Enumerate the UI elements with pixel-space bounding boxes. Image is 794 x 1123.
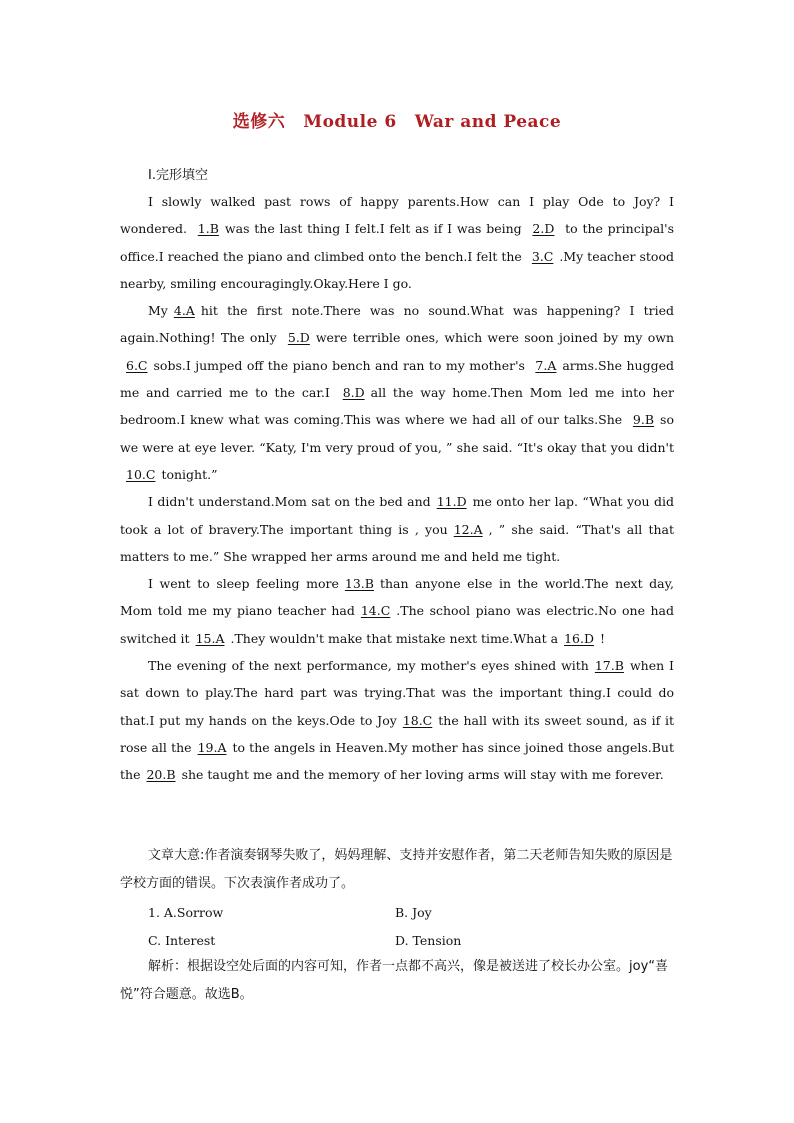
page-title [0, 107, 794, 132]
title-cn: 选修六 [232, 112, 286, 132]
answer-blank-3: 3.C [531, 248, 554, 264]
passage-text: The evening of the next performance, my mother's eyes shined with [148, 658, 589, 674]
option-d: D. Tension [395, 933, 462, 948]
option-a: 1. A.Sorrow [148, 905, 224, 920]
answer-blank-12: 12.A [453, 521, 483, 537]
answer-blank-20: 20.B [146, 767, 176, 783]
passage-text: I went to sleep feeling more [148, 576, 339, 592]
passage-text: I didn't understand.Mom sat on the bed and [148, 494, 431, 510]
summary-text: 文章大意:作者演奏钢琴失败了，妈妈理解、支持并安慰作者，第二天老师告知失败的原因是学校方面的错误。下次表演作者成功了。 [120, 848, 673, 891]
paragraph-2 [120, 297, 674, 488]
answer-blank-7: 7.A [535, 357, 557, 373]
passage-text: when I sat down to play.The hard part was trying.That was the important thing.I could do that.I put my hands on the keys.Ode to Joy [120, 658, 674, 728]
options-row-1 [148, 899, 668, 927]
answer-blank-9: 9.B [632, 412, 655, 428]
passage-text: .They wouldn't make that mistake next time.What a [230, 630, 559, 646]
passage-text: she taught me and the memory of her loving arms will stay with me forever. [181, 767, 664, 783]
option-b: B. Joy [395, 905, 432, 920]
answer-blank-11: 11.D [436, 494, 467, 510]
passage-text: were terrible ones, which were soon joined by my own [315, 330, 675, 346]
paragraph-5 [120, 652, 674, 788]
answer-blank-13: 13.B [344, 576, 374, 592]
passage-text: ! [599, 630, 605, 646]
passage-text: hit the first note.There was no sound.What was happening? I tried again.Nothing! The only [120, 303, 674, 346]
option-c: C. Interest [148, 933, 216, 948]
passage-text: tonight.” [161, 466, 218, 482]
paragraph-3 [120, 488, 674, 570]
answer-blank-1: 1.B [197, 221, 219, 237]
cloze-passage [120, 188, 674, 789]
answer-blank-5: 5.D [287, 330, 310, 346]
passage-text: My [148, 303, 168, 319]
passage-text: me onto her lap. “What you did took a lot of bravery.The important thing is , you [120, 494, 674, 537]
answer-blank-10: 10.C [126, 466, 156, 482]
passage-text: .The school piano was electric.No one had switched it [120, 603, 674, 646]
passage-text: was the last thing I felt.I felt as if I was being [224, 221, 522, 237]
options-row-2 [148, 927, 668, 955]
answer-blank-8: 8.D [342, 385, 365, 401]
passage-text: .My teacher stood nearby, smiling encouragingly.Okay.Here I go. [120, 248, 674, 291]
passage-text: to the angels in Heaven.My mother has since joined those angels.But the [120, 739, 674, 783]
passage-text: the hall with its sweet sound, as if it rose all the [120, 712, 674, 755]
passage-text: than anyone else in the world.The next day, Mom told me my piano teacher had [120, 576, 674, 619]
summary-block [120, 842, 674, 897]
passage-text: all the way home.Then Mom led me into her bedroom.I knew what was coming.This was where we had all of our talks.She [120, 385, 674, 428]
answer-blank-4: 4.A [173, 303, 195, 319]
answer-blank-16: 16.D [564, 630, 594, 646]
analysis-text: 解析：根据设空处后面的内容可知，作者一点都不高兴，像是被送进了校长办公室。joy“喜悦”符合题意。故选B。 [120, 959, 668, 1002]
passage-text: arms.She hugged me and carried me to the car.I [120, 357, 674, 401]
answer-blank-17: 17.B [594, 658, 624, 674]
paragraph-1 [120, 188, 674, 297]
passage-text: so we were at eye lever. “Katy, I'm very proud of you, ” she said. “It's okay that you didn't [120, 412, 674, 455]
answer-blank-19: 19.A [197, 739, 227, 755]
answer-blank-18: 18.C [402, 712, 433, 728]
paragraph-4 [120, 570, 674, 652]
answer-blank-2: 2.D [532, 221, 555, 237]
answer-blank-15: 15.A [195, 630, 225, 646]
passage-text: , ” she said. “That's all that matters to me.” She wrapped her arms around me and held me tight. [120, 521, 674, 564]
analysis-block [120, 953, 674, 1008]
passage-text: to the principal's office.I reached the piano and climbed onto the bench.I felt the [120, 221, 674, 264]
passage-text: sobs.I jumped off the piano bench and ran to my mother's [153, 357, 525, 373]
title-module: Module 6 [303, 112, 397, 132]
answer-blank-6: 6.C [126, 357, 148, 373]
section-heading: Ⅰ.完形填空 [148, 168, 208, 183]
title-en: War and Peace [414, 112, 562, 132]
passage-text: I slowly walked past rows of happy parents.How can I play Ode to Joy? I wondered. [120, 194, 674, 237]
answer-options [148, 899, 668, 955]
answer-blank-14: 14.C [360, 603, 391, 619]
